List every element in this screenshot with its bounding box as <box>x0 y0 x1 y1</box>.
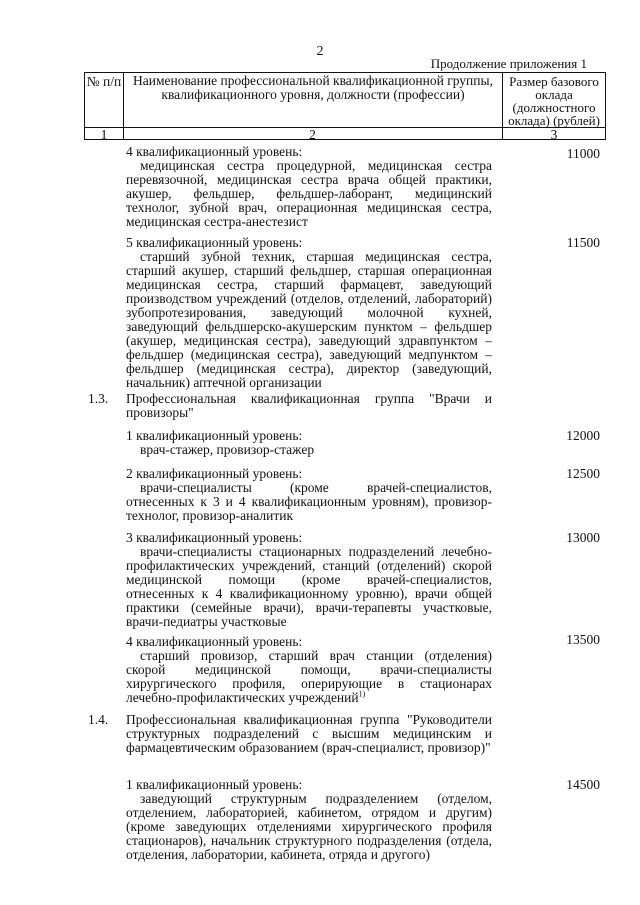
continuation-note: Продолжение приложения 1 <box>430 56 587 71</box>
table-header <box>84 72 606 140</box>
header-col-salary: Размер базового оклада (должностного оклада) (рублей) <box>508 74 600 128</box>
header-num-1: 1 <box>100 127 108 142</box>
level-description: старший зубной техник, старшая медицинская сестра, старший акушер, старший фельдшер, старшая операционная медицинская сестра, старший фармацевт, заведующий производством учреждений (отделов, отделений, лабораторий) зубопротезирования, заведующий молочной кухней, заведующий фельдшерско-акушерским пунктом – фельдшер (акушер, медицинская сестра), заведующий здравпунктом – фельдшер (медицинская сестра), заведующий медпунктом – фельдшер (медицинская сестра), директор (заведующий, начальник) аптечной организации <box>126 249 492 390</box>
salary-value: 12500 <box>566 466 600 481</box>
level-description <box>126 649 492 705</box>
salary-value: 11500 <box>566 235 600 250</box>
header-col-name: Наименование профессиональной квалификационной группы, квалификационного уровня, должности (профессии) <box>133 73 493 102</box>
level-label: 1 квалификационный уровень: <box>126 428 303 443</box>
level-description: врачи-специалисты (кроме врачей-специалистов, отнесенных к 3 и 4 квалификационным уровням), провизор-технолог, провизор-аналитик <box>126 480 492 523</box>
level-label: 1 квалификационный уровень: <box>126 777 303 792</box>
level-label: 2 квалификационный уровень: <box>126 466 303 481</box>
salary-value: 13000 <box>566 530 600 545</box>
level-description: заведующий структурным подразделением (отделом, отделением, лабораторией, кабинетом, отрядом и другим) (кроме заведующих отделениями хирургического профиля стационаров), начальник структурного подразделения (отдела, отделения, лаборатории, кабинета, отряда и другого) <box>126 791 492 862</box>
level-label: 4 квалификационный уровень: <box>126 634 303 649</box>
section-title: Профессиональная квалификационная группа "Врачи и провизоры" <box>126 391 492 420</box>
header-num-3: 3 <box>550 127 558 142</box>
level-label: 5 квалификационный уровень: <box>126 235 303 250</box>
level-description-text: старший провизор, старший врач станции (отделения) скорой медицинской помощи, врачи-специалисты хирургического профиля, оперирующие в стационарах лечебно-профилактических учреждений <box>126 648 492 705</box>
level-label: 3 квалификационный уровень: <box>126 530 303 545</box>
section-title: Профессиональная квалификационная группа "Руководители структурных подразделений с высшим медицинским и фармацевтическим образованием (врач-специалист, провизор)" <box>126 712 492 755</box>
section-number: 1.3. <box>88 391 109 406</box>
footnote-marker: 1) <box>358 689 366 699</box>
level-description: медицинская сестра процедурной, медицинская сестра перевязочной, медицинская сестра врача общей практики, акушер, фельдшер, фельдшер-лаборант, медицинский технолог, зубной врач, операционная медицинская сестра, медицинская сестра-анестезист <box>126 158 492 229</box>
level-description: врач-стажер, провизор-стажер <box>140 442 315 457</box>
page-number: 2 <box>316 44 324 59</box>
header-num-2: 2 <box>309 127 316 142</box>
header-col-number: № п/п <box>86 74 122 89</box>
salary-value: 11000 <box>566 146 600 161</box>
salary-value: 14500 <box>566 777 600 792</box>
level-description: врачи-специалисты стационарных подразделений лечебно-профилактических учреждений, станций (отделений) скорой медицинской помощи (кроме врачей-специалистов, отнесенных к 4 квалификационному уровню), врачи общей практики (семейные врачи), врачи-терапевты участковые, врачи-педиатры участковые <box>126 544 492 629</box>
salary-value: 13500 <box>566 632 600 647</box>
level-label: 4 квалификационный уровень: <box>126 144 303 159</box>
section-number: 1.4. <box>88 712 109 727</box>
salary-value: 12000 <box>566 428 600 443</box>
